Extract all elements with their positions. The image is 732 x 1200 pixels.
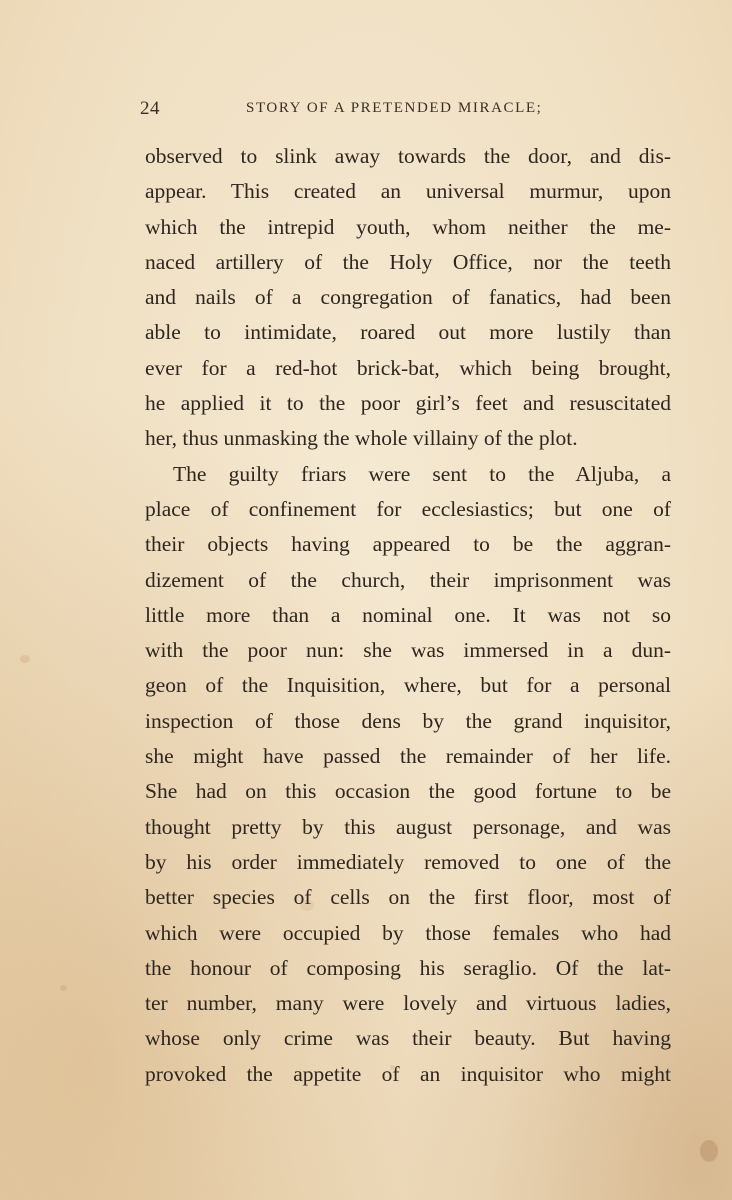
text-line: place of confinement for ecclesiastics; but one of xyxy=(145,496,671,521)
text-line: little more than a nominal one. It was not so xyxy=(145,602,671,627)
foxing-stain xyxy=(20,655,30,663)
text-line: and nails of a congregation of fanatics, had been xyxy=(145,285,671,310)
text-line: observed to slink away towards the door, and dis- xyxy=(145,144,671,168)
text-line: inspection of those dens by the grand inquisitor, xyxy=(145,708,671,733)
text-line: her, thus unmasking the whole villainy of the plot. xyxy=(145,426,578,451)
text-line: geon of the Inquisition, where, but for a personal xyxy=(145,673,671,698)
foxing-stain xyxy=(60,985,67,991)
foxing-stain xyxy=(700,1140,718,1162)
text-line: by his order immediately removed to one of the xyxy=(145,849,671,874)
text-line: ever for a red-hot brick-bat, which being brought, xyxy=(145,355,671,380)
text-line: she might have passed the remainder of her life. xyxy=(145,744,671,769)
body-text xyxy=(145,139,671,1092)
text-line: he applied it to the poor girl’s feet and resuscitated xyxy=(145,391,671,416)
text-line: the honour of composing his seraglio. Of the lat- xyxy=(145,955,671,980)
page-number: 24 xyxy=(140,98,160,119)
text-line: ter number, many were lovely and virtuous ladies, xyxy=(145,991,671,1016)
text-line: their objects having appeared to be the aggran- xyxy=(145,532,671,557)
text-line: appear. This created an universal murmur, upon xyxy=(145,179,671,204)
text-line: whose only crime was their beauty. But having xyxy=(145,1026,671,1051)
running-head-title: STORY OF A PRETENDED MIRACLE; xyxy=(246,100,543,116)
text-line: which were occupied by those females who had xyxy=(145,920,671,945)
text-line: thought pretty by this august personage, and was xyxy=(145,814,671,839)
running-head xyxy=(140,98,672,126)
text-line: with the poor nun: she was immersed in a dun- xyxy=(145,638,671,663)
text-line: naced artillery of the Holy Office, nor the teeth xyxy=(145,249,671,274)
text-line: She had on this occasion the good fortune to be xyxy=(145,779,671,804)
text-line: able to intimidate, roared out more lustily than xyxy=(145,320,671,345)
text-line: better species of cells on the first floor, most of xyxy=(145,885,671,910)
text-line: dizement of the church, their imprisonment was xyxy=(145,567,671,592)
text-line: provoked the appetite of an inquisitor who might xyxy=(145,1061,671,1086)
text-line: which the intrepid youth, whom neither the me- xyxy=(145,214,671,239)
text-line: The guilty friars were sent to the Aljuba, a xyxy=(173,461,671,486)
